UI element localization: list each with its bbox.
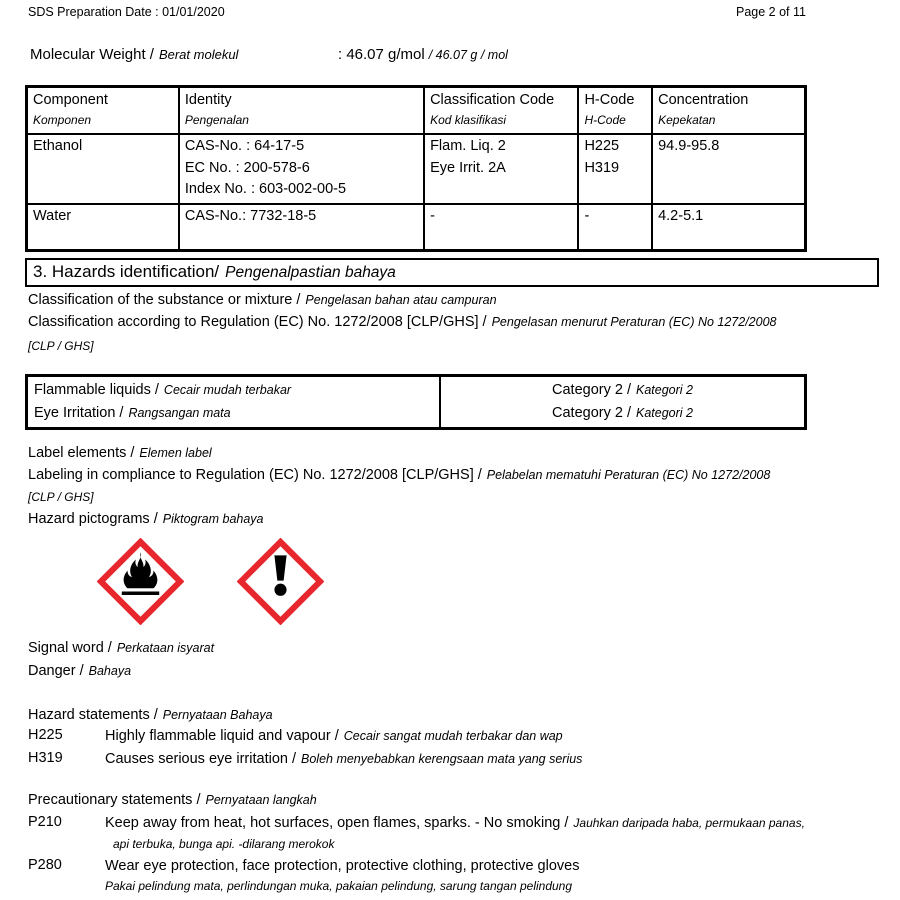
signal-word-value: Danger / Bahaya <box>28 663 132 679</box>
cell-classification: - <box>424 204 578 251</box>
hazard-statements-heading: Hazard statements / Pernyataan Bahaya <box>28 707 273 723</box>
hazard-category-table <box>25 374 807 430</box>
precautionary-statements-heading: Precautionary statements / Pernyataan langkah <box>28 792 317 808</box>
table-row-ethanol <box>27 134 806 204</box>
hazard-class-column <box>28 377 441 427</box>
hazard-statement-h319: Causes serious eye irritation / Boleh menyebabkan kerengsaan mata yang serius <box>105 751 583 767</box>
clp-ghs-note-2: [CLP / GHS] <box>28 490 94 504</box>
molecular-weight-label: Molecular Weight / Berat molekul <box>30 46 239 63</box>
flame-baseline <box>122 592 159 595</box>
labeling-compliance-line: Labeling in compliance to Regulation (EC) No. 1272/2008 [CLP/GHS] / Pelabelan mematuhi Peraturan (EC) No 1272/2008 <box>28 467 771 483</box>
col-header-classification-code: Classification Code Kod klasifikasi <box>424 87 578 135</box>
component-table-header-row <box>27 87 806 135</box>
hazard-code-h225: H225 <box>28 727 63 743</box>
precaution-code-p210: P210 <box>28 814 62 830</box>
hazard-category-column <box>441 377 804 427</box>
section-3-heading: 3. Hazards identification/ Pengenalpastian bahaya <box>25 258 879 287</box>
hazard-pictograms-line: Hazard pictograms / Piktogram bahaya <box>28 511 264 527</box>
cell-hcode: H225 H319 <box>578 134 652 204</box>
cell-component: Water <box>27 204 179 251</box>
hazard-class-flammable: Flammable liquids / Cecair mudah terbakar <box>34 382 292 398</box>
cell-concentration: 4.2-5.1 <box>652 204 805 251</box>
molecular-weight-value: : 46.07 g/mol <box>338 46 425 63</box>
molecular-weight-row: Molecular Weight / Berat molekul : 46.07 g/mol / 46.07 g / mol <box>30 46 508 63</box>
cell-classification: Flam. Liq. 2 Eye Irrit. 2A <box>424 134 578 204</box>
classification-regulation-line: Classification according to Regulation (EC) No. 1272/2008 [CLP/GHS] / Pengelasan menurut Peraturan (EC) No 1272/2008 <box>28 314 777 330</box>
precaution-statement-p210-line2: api terbuka, bunga api. -dilarang merokok <box>113 837 335 851</box>
cell-identity: CAS-No. : 64-17-5 EC No. : 200-578-6 Index No. : 603-002-00-5 <box>179 134 424 204</box>
cell-component: Ethanol <box>27 134 179 204</box>
page-number: Page 2 of 11 <box>736 5 806 19</box>
component-table <box>25 85 807 252</box>
ghs-exclamation-pictogram-icon <box>237 538 324 625</box>
sds-preparation-date: SDS Preparation Date : 01/01/2020 <box>28 5 225 19</box>
precaution-statement-p210-line1: Keep away from heat, hot surfaces, open flames, sparks. - No smoking / Jauhkan daripada haba, permukaan panas, <box>105 815 805 831</box>
label-elements-line: Label elements / Elemen label <box>28 445 212 461</box>
cell-identity: CAS-No.: 7732-18-5 <box>179 204 424 251</box>
category-eye-irritation: Category 2 / Kategori 2 <box>552 404 693 421</box>
cell-concentration: 94.9-95.8 <box>652 134 805 204</box>
col-header-component: Component Komponen <box>27 87 179 135</box>
col-header-concentration: Concentration Kepekatan <box>652 87 805 135</box>
precaution-statement-p280-line2: Pakai pelindung mata, perlindungan muka, pakaian pelindung, sarung tangan pelindung <box>105 879 573 893</box>
col-header-identity: Identity Pengenalan <box>179 87 424 135</box>
hazard-statement-h225: Highly flammable liquid and vapour / Cecair sangat mudah terbakar dan wap <box>105 728 563 744</box>
col-header-h-code: H-Code H-Code <box>578 87 652 135</box>
precaution-code-p280: P280 <box>28 857 62 873</box>
cell-hcode: - <box>578 204 652 251</box>
precaution-statement-p280-line1: Wear eye protection, face protection, protective clothing, protective gloves <box>105 858 580 874</box>
clp-ghs-note-1: [CLP / GHS] <box>28 339 94 353</box>
exclamation-dot <box>274 584 286 596</box>
ghs-flame-pictogram-icon <box>97 538 184 625</box>
signal-word-line: Signal word / Perkataan isyarat <box>28 640 215 656</box>
hazard-class-eye-irritation: Eye Irritation / Rangsangan mata <box>34 404 231 421</box>
table-row-water <box>27 204 806 251</box>
hazard-code-h319: H319 <box>28 750 63 766</box>
classification-substance-line: Classification of the substance or mixture / Pengelasan bahan atau campuran <box>28 292 497 308</box>
category-flammable: Category 2 / Kategori 2 <box>552 382 693 398</box>
diamond-border <box>241 542 320 621</box>
